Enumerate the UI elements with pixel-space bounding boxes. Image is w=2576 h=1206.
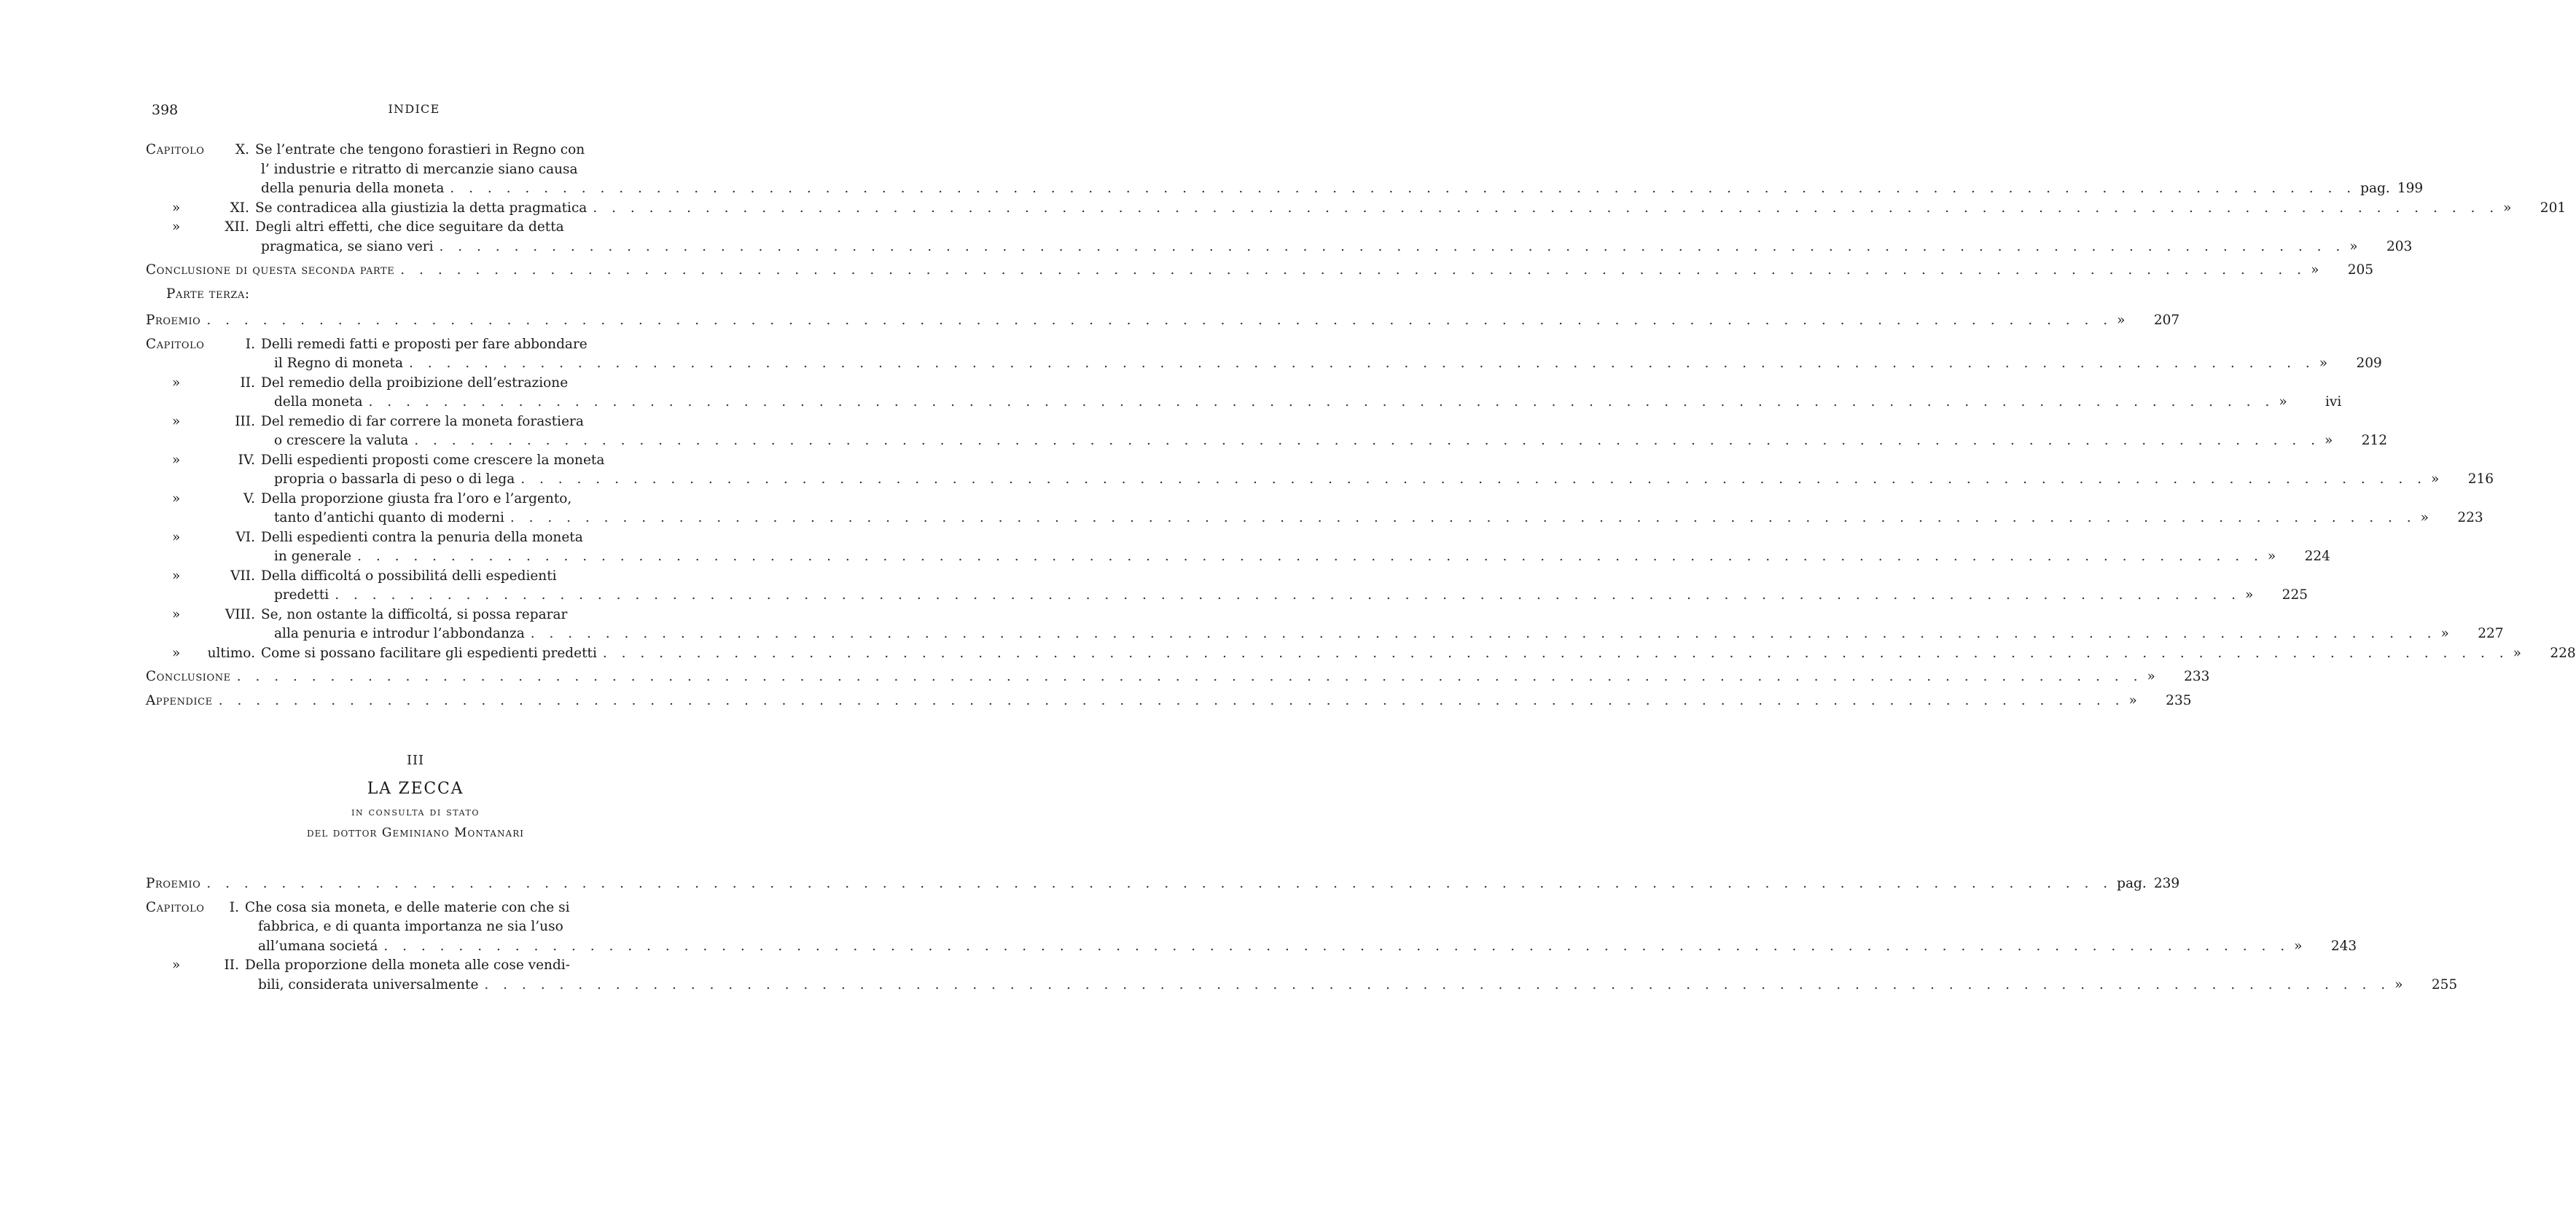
toc-entry-appendice[interactable] [146,692,2192,711]
entry-title: Conclusione [146,669,231,684]
page-reference [2437,624,2504,644]
page-value: 239 [2153,876,2180,891]
entry-line: Delli remedi fatti e proposti per fare abbondare [261,336,588,352]
page-prefix: » [2128,692,2137,708]
toc-entry-capitolo-v[interactable] [146,490,2483,528]
entry-line: Come si possano facilitare gli espedienti predetti [261,645,597,661]
entry-line: tanto d’antichi quanto di moderni [274,510,504,525]
chapter-number: I. [229,899,239,915]
page-value: 199 [2397,181,2424,196]
chapter-number: VIII. [225,606,255,622]
toc-entry-capitolo-ii[interactable] [146,374,2342,412]
entry-line: della penuria della moneta [261,181,445,196]
entry-line: in generale [274,549,352,564]
page-reference [2112,311,2179,331]
work-author: del dottor Geminiano Montanari [306,826,525,840]
page-value: 205 [2347,262,2374,278]
chapter-number: II. [240,375,255,391]
entry-title: Appendice [146,692,213,708]
dot-leader [515,470,2427,490]
page-reference [2345,238,2412,257]
toc-entry-proemio[interactable] [146,311,2180,331]
section-heading-parte-terza: Parte terza: [166,286,250,302]
dot-leader [378,937,2290,957]
page-value: 223 [2457,510,2483,525]
page-reference [2315,354,2382,374]
page-number: 398 [152,102,179,118]
page-prefix: » [2244,587,2254,603]
toc-entry-capitolo-ultimo[interactable] [146,644,2576,664]
page-prefix: » [2513,645,2521,661]
ditto-mark: » [172,200,181,216]
page-reference [2290,937,2357,957]
page-reference [2124,692,2191,711]
dot-leader [351,547,2263,567]
page-prefix: » [2294,938,2303,954]
entry-line: Se contradicea alla giustizia la detta pragmatica [255,200,588,216]
entry-line: alla penuria e introdur l’abbondanza [274,626,525,641]
dot-leader [394,261,2306,281]
page-value: 235 [2166,692,2192,708]
entry-line: Del remedio di far correre la moneta forastiera [261,413,584,429]
chapter-number: XI. [230,200,249,216]
entry-title: Conclusione di questa seconda parte [146,262,395,278]
entry-line: o crescere la valuta [274,433,409,448]
page-reference [2356,179,2423,199]
toc-entry-proemio[interactable] [146,874,2180,894]
dot-leader [504,509,2416,528]
toc-entry-capitolo-i[interactable] [146,335,2382,374]
dot-leader [525,624,2437,644]
chapter-number: V. [243,490,255,506]
toc-entry-capitolo-vi[interactable] [146,528,2330,567]
page-reference [2427,470,2494,490]
page-reference [2263,547,2330,567]
dot-leader [587,199,2499,219]
page-prefix: » [2117,313,2126,328]
page-reference [2142,667,2209,687]
dot-leader [478,976,2390,995]
entry-line: fabbrica, e di quanta importanza ne sia l’uso [258,919,563,934]
ditto-mark: » [172,606,181,622]
entry-line: Del remedio della proibizione dell’estrazione [261,375,569,391]
entry-title: Proemio [146,876,201,891]
toc-entry-capitolo-i[interactable] [146,898,2357,957]
page-reference [2274,393,2341,412]
chapter-number: II. [224,958,239,973]
entry-label: Capitolo [146,336,205,352]
dot-leader [213,692,2125,711]
page-reference [2509,644,2576,664]
entry-line: Se l’entrate che tengono forastieri in Regno con [255,142,585,157]
ditto-mark: » [172,645,181,661]
page-value: 233 [2184,669,2210,684]
page-reference [2320,431,2387,451]
chapter-number: I. [245,336,255,352]
entry-line: Della proporzione giusta fra l’oro e l’argento, [261,490,572,506]
page-value: 207 [2153,313,2180,328]
dot-leader [363,393,2275,412]
chapter-number: IV. [238,452,255,468]
running-title: INDICE [388,102,440,116]
entry-title: Proemio [146,313,201,328]
dot-leader [444,179,2356,199]
page-value: 209 [2356,356,2382,371]
toc-entry-capitolo-viii[interactable] [146,606,2504,644]
page-reference [2390,976,2457,995]
entry-line: Della difficoltá o possibilitá delli espedienti [261,568,557,584]
page-prefix: » [2431,471,2440,487]
work-subtitle: in consulta di stato [351,805,480,818]
entry-line: della moneta [274,394,363,410]
table-of-contents-la-zecca [146,874,2458,995]
page-prefix: pag. [2117,876,2147,891]
ditto-mark: » [172,413,181,429]
entry-line: l’ industrie e ritratto di mercanzie siano causa [261,161,578,177]
page-value: 224 [2304,549,2330,564]
ditto-mark: » [172,490,181,506]
page-value: 228 [2550,645,2576,661]
page-reference [2416,509,2483,528]
page-reference [2306,261,2373,281]
entry-line: Delli espedienti contra la penuria della moneta [261,529,583,545]
entry-label: Capitolo [146,142,205,157]
ditto-mark: » [172,219,181,235]
dot-leader [329,586,2241,606]
chapter-number: ultimo. [207,645,255,661]
dot-leader [434,238,2346,257]
toc-entry-capitolo-xi[interactable] [146,199,2567,219]
page-prefix: » [2279,394,2287,410]
page-prefix: » [2325,433,2333,448]
page-prefix: » [2147,669,2155,684]
page-prefix: » [2440,626,2449,641]
ditto-mark: » [172,529,181,545]
dot-leader [408,431,2320,451]
chapter-number: VI. [235,529,255,545]
toc-entry-capitolo-ii[interactable] [146,956,2458,995]
chapter-number: III. [235,413,255,429]
page-value: ivi [2325,394,2342,410]
toc-entry-capitolo-x[interactable] [146,141,2424,199]
entry-line: pragmatica, se siano veri [261,238,434,254]
toc-entry-capitolo-xii[interactable] [146,218,2413,257]
toc-entry-conclusione-seconda-parte[interactable] [146,261,2374,281]
entry-line: Della proporzione della moneta alle cose vendi- [245,958,570,973]
work-heading [146,753,685,840]
entry-label: Capitolo [146,899,205,915]
page-prefix: » [2503,200,2512,216]
page-prefix: » [2349,238,2358,254]
entry-line: bili, considerata universalmente [258,976,479,992]
entry-line: predetti [274,587,329,603]
page-value: 216 [2467,471,2494,487]
entry-line: Delli espedienti proposti come crescere la moneta [261,452,605,468]
ditto-mark: » [172,452,181,468]
dot-leader [231,667,2143,687]
toc-entry-conclusione[interactable] [146,667,2210,687]
page-prefix: pag. [2360,181,2390,196]
toc-entry-capitolo-vii[interactable] [146,567,2308,606]
page-value: 201 [2540,200,2567,216]
page-prefix: » [2311,262,2319,278]
toc-entry-capitolo-iv[interactable] [146,451,2494,490]
ditto-mark: » [172,375,181,391]
page-value: 225 [2282,587,2308,603]
dot-leader [200,874,2112,894]
chapter-number: XII. [225,219,249,235]
work-title: LA ZECCA [367,780,464,798]
toc-entry-capitolo-iii[interactable] [146,412,2388,451]
page-prefix: » [2267,549,2276,564]
ditto-mark: » [172,958,181,973]
page-prefix: » [2394,976,2403,992]
chapter-number: X. [235,142,249,157]
entry-line: Che cosa sia moneta, e delle materie con che si [245,899,570,915]
page-value: 212 [2361,433,2388,448]
page-prefix: » [2420,510,2429,525]
dot-leader [200,311,2112,331]
page-value: 243 [2330,938,2357,954]
page-reference [2112,874,2179,894]
dot-leader [597,644,2509,664]
page-prefix: » [2319,356,2328,371]
page-reference [2241,586,2308,606]
chapter-number: VII. [230,568,255,584]
entry-line: Se, non ostante la difficoltá, si possa reparar [261,606,568,622]
page-value: 227 [2478,626,2504,641]
dot-leader [403,354,2315,374]
entry-line: all’umana societá [258,938,378,954]
work-number: III [406,753,425,768]
entry-line: il Regno di moneta [274,356,404,371]
entry-line: Degli altri effetti, che dice seguitare da detta [255,219,564,235]
entry-line: propria o bassarla di peso o di lega [274,471,515,487]
ditto-mark: » [172,568,181,584]
page-value: 203 [2386,238,2413,254]
page-value: 255 [2431,976,2458,992]
running-head [152,102,676,120]
table-of-contents-part-two-three [146,141,2576,710]
page-reference [2499,199,2566,219]
